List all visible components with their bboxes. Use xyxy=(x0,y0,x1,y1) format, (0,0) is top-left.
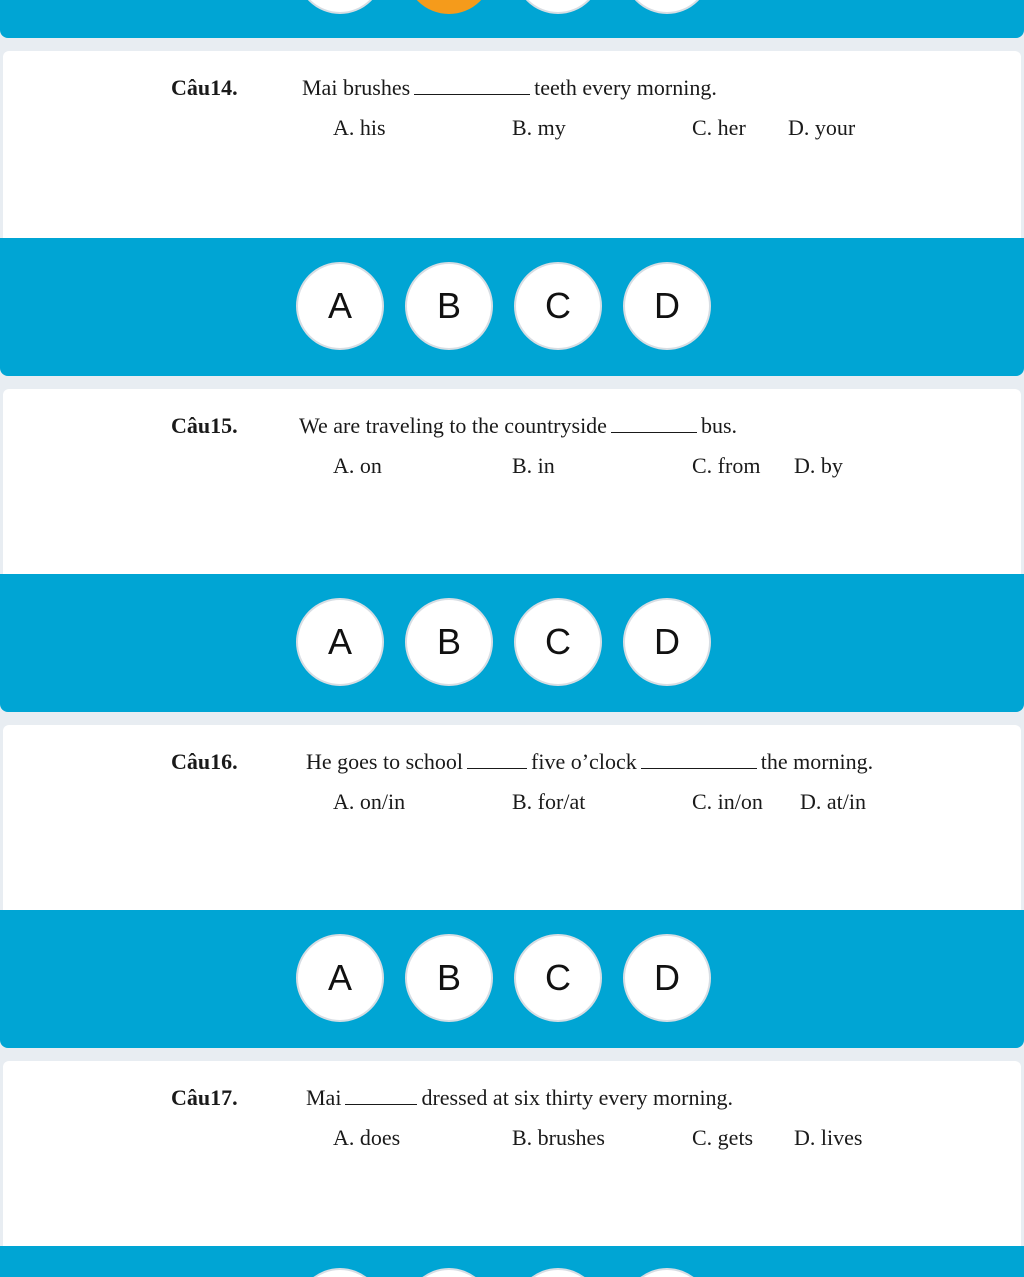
answer-d-button[interactable] xyxy=(623,1268,711,1277)
question-card-16 xyxy=(3,725,1021,910)
answer-b-button-selected[interactable] xyxy=(405,0,493,14)
answer-band-14 xyxy=(0,238,1024,376)
answer-a-button[interactable]: A xyxy=(296,934,384,1022)
answer-b-button[interactable]: B xyxy=(405,934,493,1022)
option-c: C. from xyxy=(692,453,761,478)
question-text xyxy=(306,1085,733,1111)
option-b: B. my xyxy=(512,115,566,140)
answer-b-button[interactable]: B xyxy=(405,598,493,686)
answer-a-button[interactable] xyxy=(296,1268,384,1277)
option-d: D. lives xyxy=(794,1125,863,1150)
answer-blank xyxy=(611,414,697,433)
option-c: C. in/on xyxy=(692,789,763,814)
answer-a-button[interactable]: A xyxy=(296,262,384,350)
question-text-part: bus. xyxy=(700,413,738,438)
question-text xyxy=(306,749,873,775)
answer-band-prev xyxy=(0,0,1024,38)
option-b: B. brushes xyxy=(512,1125,605,1150)
option-b: B. in xyxy=(512,453,555,478)
answer-c-button[interactable] xyxy=(514,0,602,14)
answer-d-button[interactable] xyxy=(623,0,711,14)
answer-blank xyxy=(414,76,530,95)
answer-b-button[interactable] xyxy=(405,1268,493,1277)
answer-c-button[interactable]: C xyxy=(514,598,602,686)
option-a: A. his xyxy=(333,115,386,140)
question-number: Câu17. xyxy=(171,1085,238,1110)
option-d: D. at/in xyxy=(800,789,866,814)
question-number: Câu16. xyxy=(171,749,238,774)
answer-c-button[interactable]: C xyxy=(514,262,602,350)
question-text-part: five o’clock xyxy=(531,749,637,774)
answer-a-button[interactable]: A xyxy=(296,598,384,686)
question-text-part: We are traveling to the countryside xyxy=(299,413,607,438)
question-card-14 xyxy=(3,51,1021,238)
question-card-15 xyxy=(3,389,1021,574)
answer-blank xyxy=(467,750,527,769)
option-a: A. on/in xyxy=(333,789,406,814)
option-d: D. your xyxy=(788,115,856,140)
answer-band-17 xyxy=(0,1246,1024,1277)
question-text-part: He goes to school xyxy=(306,749,464,774)
question-text-part: the morning. xyxy=(760,749,874,774)
question-text xyxy=(299,413,737,439)
option-a: A. on xyxy=(333,453,382,478)
question-text-part: Mai brushes xyxy=(302,75,411,100)
answer-d-button[interactable]: D xyxy=(623,934,711,1022)
answer-c-button[interactable]: C xyxy=(514,934,602,1022)
answer-d-button[interactable]: D xyxy=(623,598,711,686)
answer-band-16 xyxy=(0,910,1024,1048)
answer-c-button[interactable] xyxy=(514,1268,602,1277)
question-text xyxy=(302,75,717,101)
option-c: C. gets xyxy=(692,1125,754,1150)
question-text-part: Mai xyxy=(306,1085,342,1110)
question-card-17 xyxy=(3,1061,1021,1246)
question-text-part: teeth every morning. xyxy=(534,75,717,100)
question-number: Câu14. xyxy=(171,75,238,100)
answer-b-button[interactable]: B xyxy=(405,262,493,350)
question-number: Câu15. xyxy=(171,413,238,438)
question-text-part: dressed at six thirty every morning. xyxy=(421,1085,734,1110)
option-a: A. does xyxy=(333,1125,401,1150)
answer-a-button[interactable] xyxy=(296,0,384,14)
answer-d-button[interactable]: D xyxy=(623,262,711,350)
answer-blank xyxy=(641,750,757,769)
answer-band-15 xyxy=(0,574,1024,712)
option-d: D. by xyxy=(794,453,843,478)
option-c: C. her xyxy=(692,115,746,140)
answer-blank xyxy=(345,1086,417,1105)
option-b: B. for/at xyxy=(512,789,586,814)
